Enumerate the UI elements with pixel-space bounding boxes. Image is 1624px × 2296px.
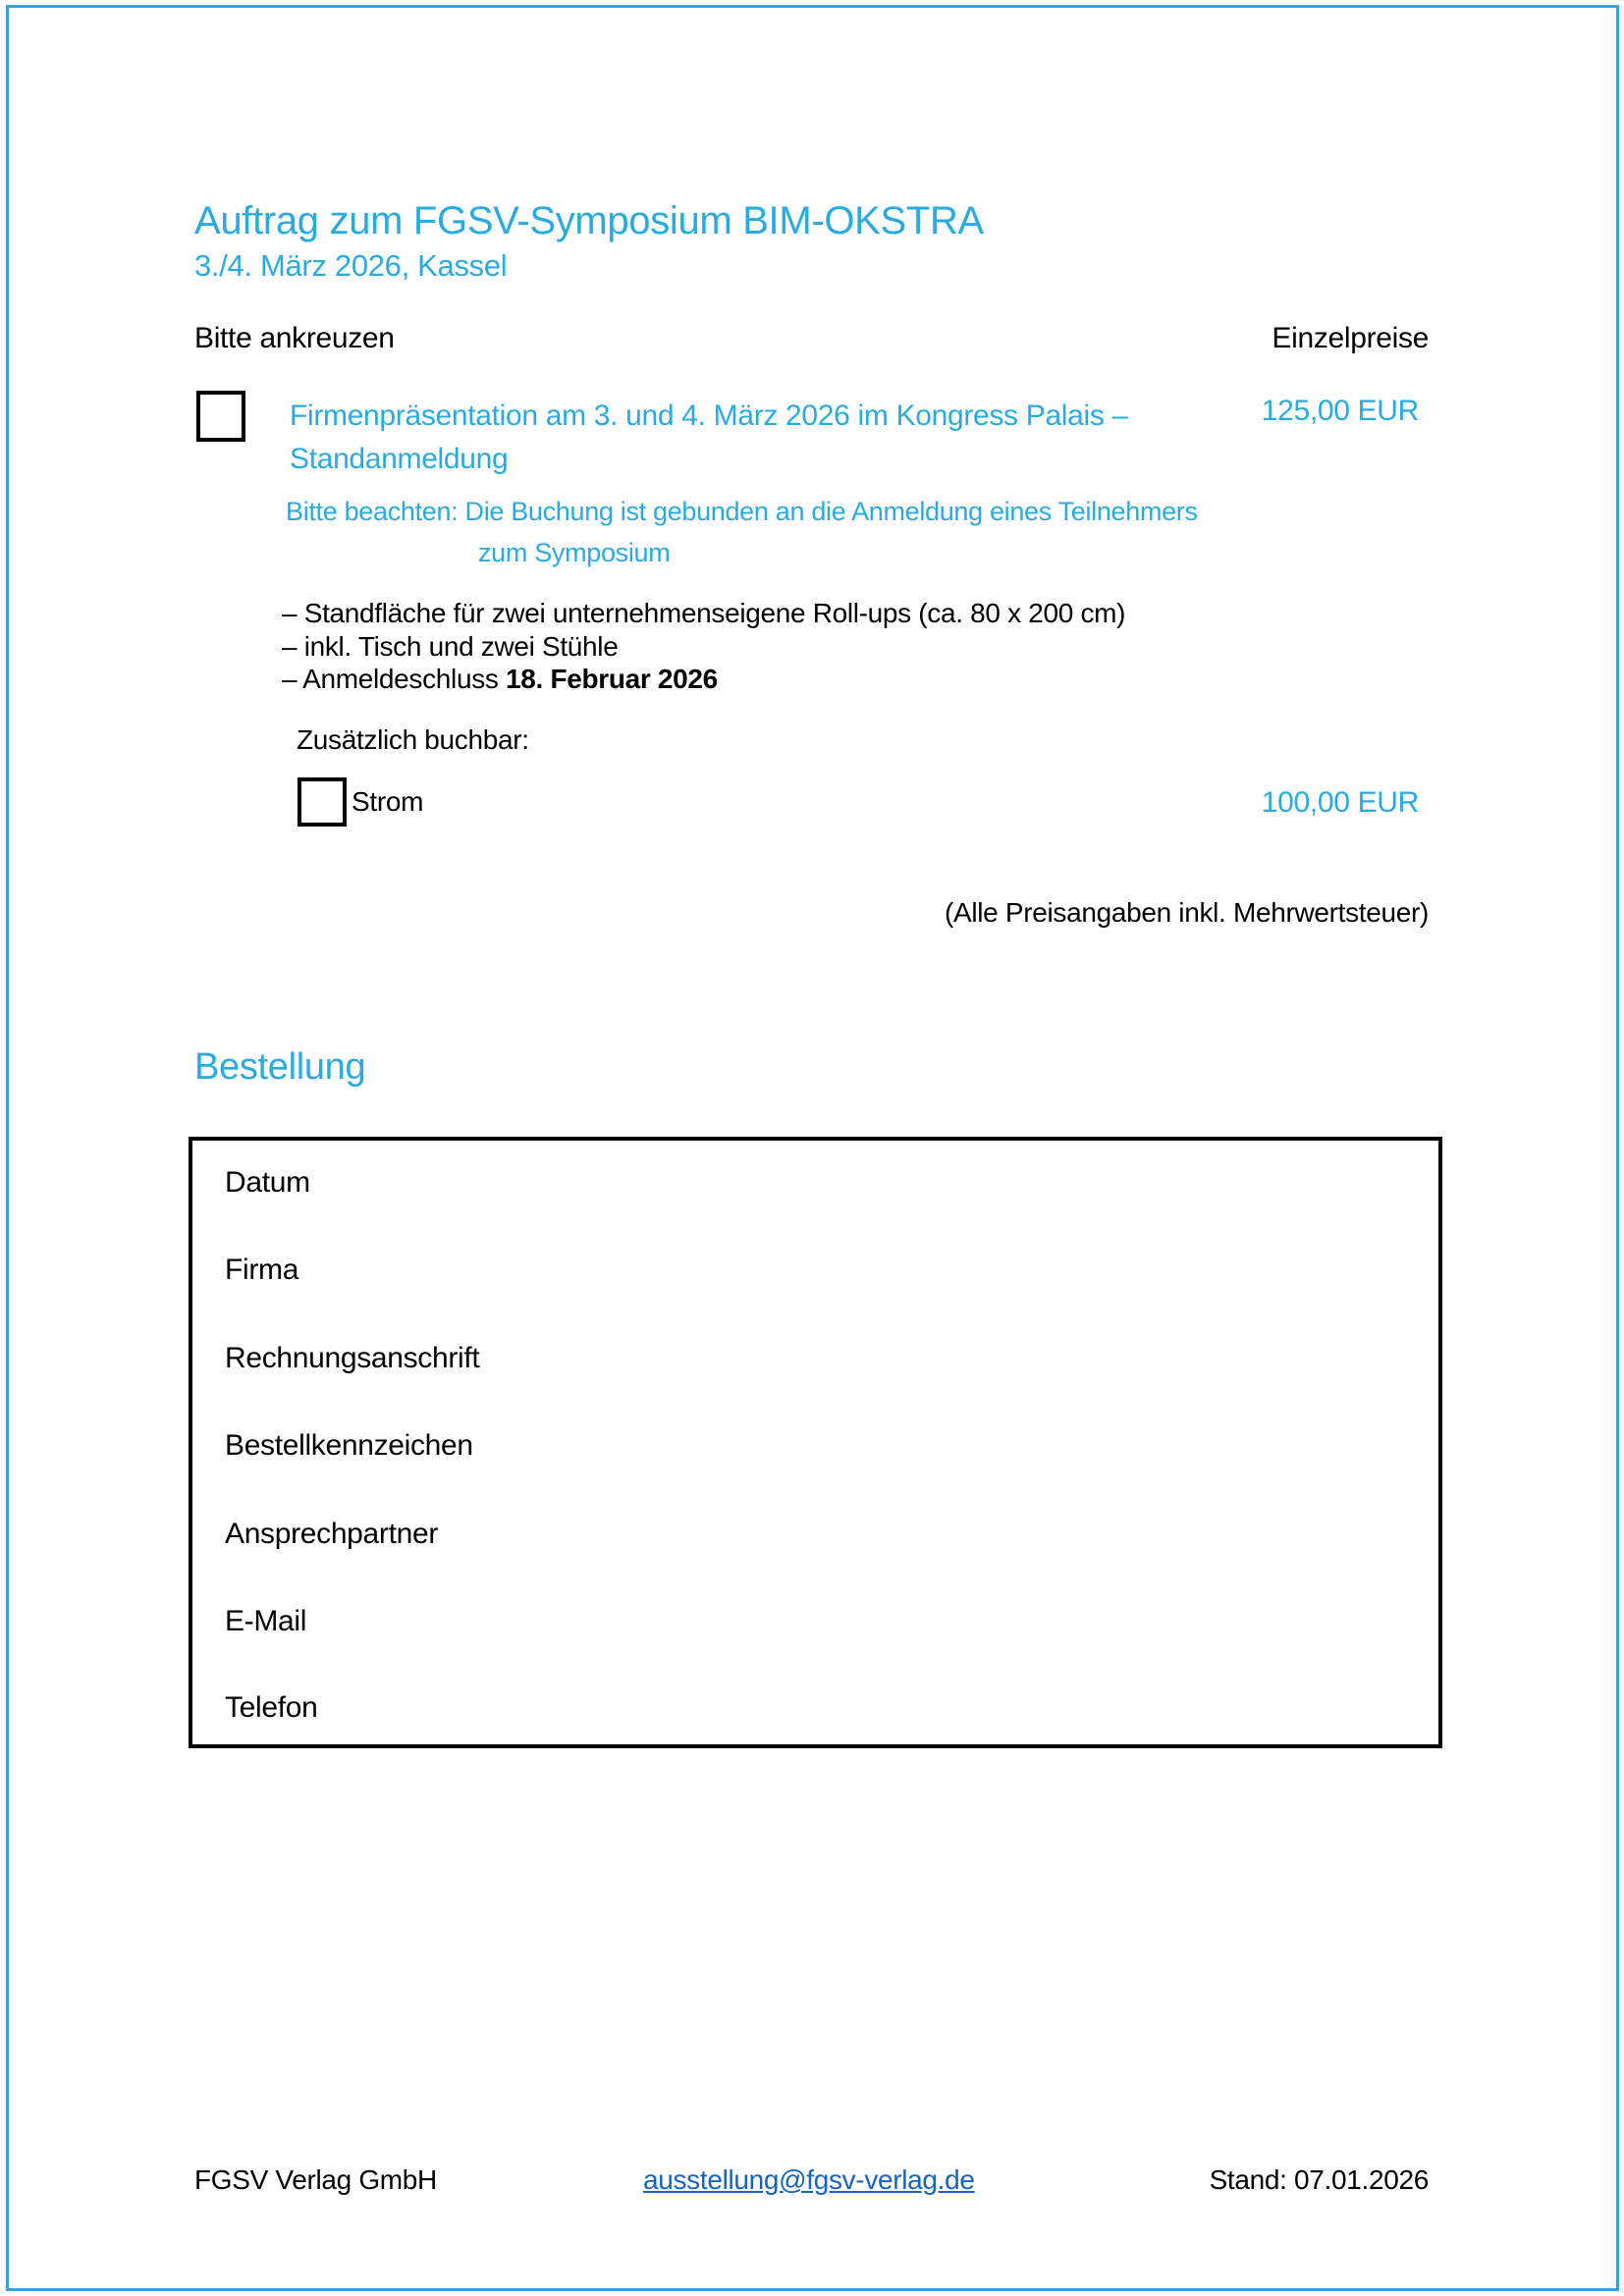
event-date-location: 3./4. März 2026, Kassel: [194, 248, 508, 283]
order-section-heading: Bestellung: [194, 1046, 366, 1088]
vat-note: (Alle Preisangaben inkl. Mehrwertsteuer): [945, 897, 1429, 928]
offer-title: [290, 395, 1232, 481]
offer-details-list: [282, 597, 1125, 696]
order-field-label-rechnungsanschrift: Rechnungsanschrift: [225, 1342, 480, 1374]
offer-note-line2: zum Symposium: [478, 538, 671, 567]
order-field-label-bestellkennzeichen: Bestellkennzeichen: [225, 1429, 473, 1462]
deadline-prefix: – Anmeldeschluss: [282, 664, 507, 694]
offer-detail-item: – Standfläche für zwei unternehmenseigene Roll-ups (ca. 80 x 200 cm): [282, 598, 1126, 628]
offer-price: 125,00 EUR: [1261, 395, 1419, 427]
offer-title-line2: Standanmeldung: [290, 443, 509, 475]
order-field-label-ansprechpartner: Ansprechpartner: [225, 1518, 438, 1550]
firmenpraesentation-checkbox[interactable]: [196, 391, 245, 442]
page-title: Auftrag zum FGSV-Symposium BIM-OKSTRA: [194, 199, 984, 242]
price-column-header: Einzelpreise: [1272, 322, 1429, 354]
order-form-box: [189, 1137, 1442, 1748]
instruction-label: Bitte ankreuzen: [194, 322, 395, 354]
offer-title-line1: Firmenpräsentation am 3. und 4. März 2026 im Kongress Palais –: [290, 400, 1128, 432]
order-field-label-firma: Firma: [225, 1254, 299, 1286]
offer-detail-item: – inkl. Tisch und zwei Stühle: [282, 630, 619, 662]
addon-price: 100,00 EUR: [1261, 786, 1419, 819]
order-field-label-datum: Datum: [225, 1166, 310, 1199]
footer-publisher: FGSV Verlag GmbH: [194, 2164, 437, 2195]
addon-label: Strom: [352, 786, 424, 817]
deadline-date: 18. Februar 2026: [506, 664, 718, 694]
order-field-label-telefon: Telefon: [225, 1691, 318, 1724]
offer-note-line1: Bitte beachten: Die Buchung ist gebunden an die Anmeldung eines Teilnehmers: [286, 497, 1198, 526]
order-field-label-email: E-Mail: [225, 1605, 307, 1637]
strom-checkbox[interactable]: [298, 777, 347, 827]
footer-version: Stand: 07.01.2026: [1209, 2164, 1429, 2195]
footer-email-link[interactable]: ausstellung@fgsv-verlag.de: [643, 2164, 975, 2195]
offer-detail-deadline: [282, 663, 1125, 696]
addon-heading: Zusätzlich buchbar:: [297, 724, 529, 755]
